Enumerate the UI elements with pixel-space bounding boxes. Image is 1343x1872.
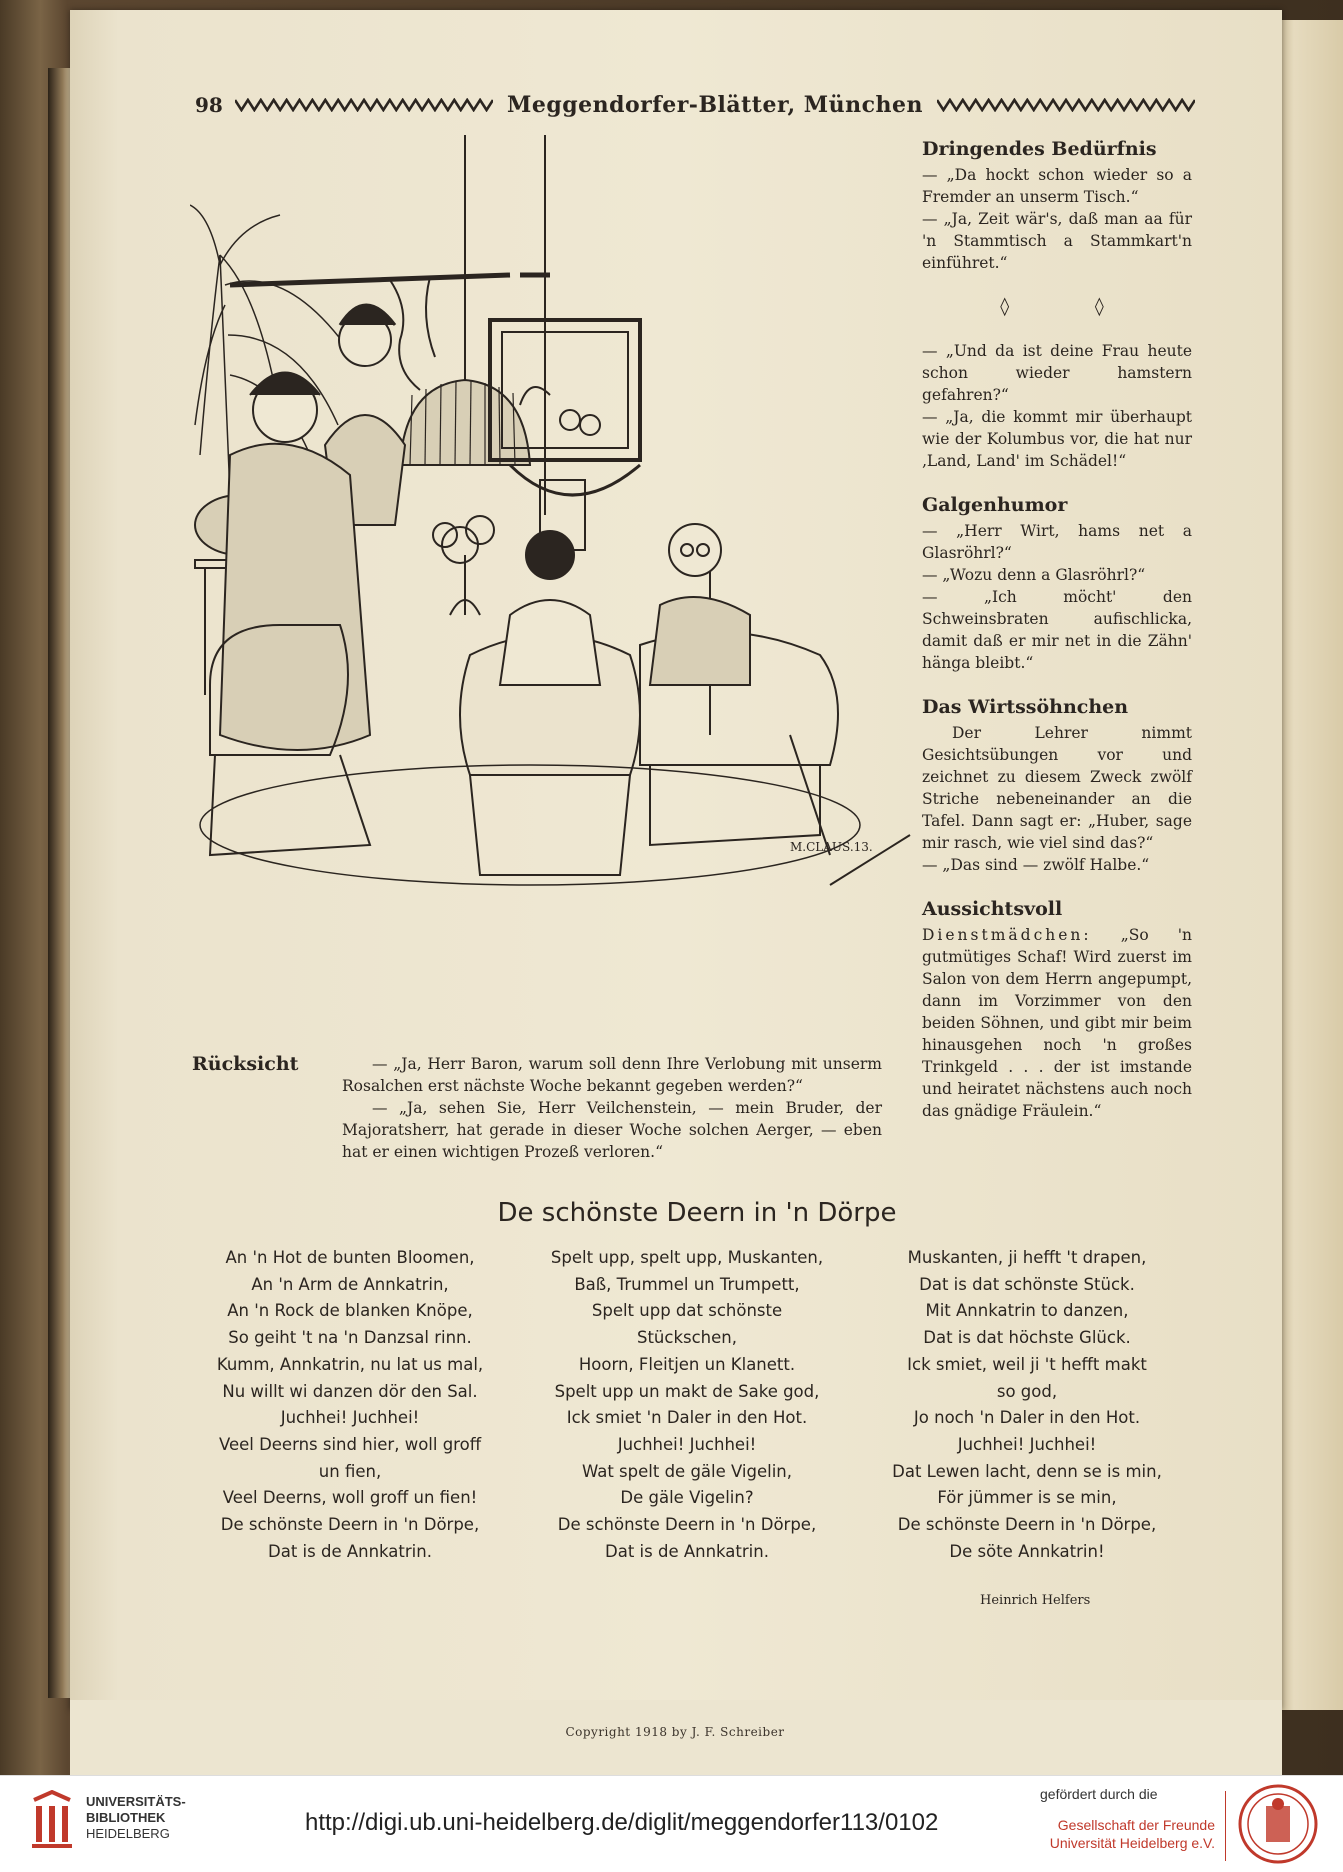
library-name-line: UNIVERSITÄTS- bbox=[86, 1794, 186, 1809]
zigzag-ornament-left bbox=[235, 98, 493, 112]
poem-line: Muskanten, ji hefft 't drapen, bbox=[907, 1248, 1147, 1267]
poem-line: un fien, bbox=[318, 1461, 382, 1481]
running-header bbox=[195, 90, 1195, 120]
joke-title: Dringendes Bedürfnis bbox=[922, 138, 1157, 160]
poem-line: An 'n Rock de blanken Knöpe, bbox=[227, 1301, 473, 1321]
poem-line: Nu willt wi danzen dör den Sal. bbox=[222, 1381, 478, 1401]
illustration-signature: M.CLAUS.13. bbox=[790, 840, 873, 854]
funded-by-label: gefördert durch die bbox=[1040, 1786, 1158, 1802]
library-name-line: BIBLIOTHEK bbox=[86, 1810, 166, 1825]
zigzag-ornament-right bbox=[937, 98, 1195, 112]
joke-aussichtsvoll bbox=[922, 898, 1192, 1122]
university-library-logo-icon bbox=[28, 1790, 76, 1850]
poem-line: Stückschen, bbox=[636, 1328, 737, 1348]
poem-line: Juchhei! Juchhei! bbox=[617, 1434, 757, 1454]
library-name bbox=[86, 1794, 186, 1842]
society-name bbox=[1040, 1816, 1215, 1852]
poem-line: Hoorn, Fleitjen un Klanett. bbox=[578, 1354, 796, 1374]
joke-frau bbox=[922, 340, 1192, 472]
poem-line: Juchhei! Juchhei! bbox=[957, 1434, 1097, 1454]
joke-line: — „Und da ist deine Frau heute schon wieder hamstern gefahren?“ bbox=[922, 342, 1192, 404]
poem-title: De schönste Deern in 'n Dörpe bbox=[497, 1198, 897, 1228]
joke-title: Aussichtsvoll bbox=[922, 898, 1063, 920]
poem-line: Kumm, Annkatrin, nu lat us mal, bbox=[216, 1354, 484, 1374]
joke-line: — „Da hockt schon wieder so a Fremder an unserm Tisch.“ bbox=[922, 166, 1192, 206]
permalink-url[interactable]: http://digi.ub.uni-heidelberg.de/diglit/meggendorfer113/0102 bbox=[305, 1809, 939, 1836]
joke-speaker: Dienstmädchen: bbox=[922, 926, 1092, 944]
poem-line: An 'n Arm de Annkatrin, bbox=[251, 1274, 449, 1294]
page-number: 98 bbox=[195, 93, 223, 117]
joke-text: „So 'n gutmütiges Schaf! Wird zuerst im Salon von dem Herrn angepumpt, dann im Vorzimmer von den beiden Söhnen, und gibt mir beim hinausgehen noch 'n großes Trinkgeld . . . der ist imstande und heiratet nächstens auch noch das gnädige Fräulein.“ bbox=[922, 926, 1192, 1120]
poem-line: Wat spelt de gäle Vigelin, bbox=[581, 1461, 793, 1481]
poem-line: Spelt upp, spelt upp, Muskanten, bbox=[550, 1248, 824, 1267]
joke-galgenhumor bbox=[922, 494, 1192, 674]
poem-line: Jo noch 'n Daler in den Hot. bbox=[913, 1408, 1141, 1428]
caption-title: Rücksicht bbox=[192, 1053, 299, 1075]
poem-author: Heinrich Helfers bbox=[980, 1593, 1091, 1608]
joke-line: — „Ich möcht' den Schweinsbraten aufischlicka, damit daß er mir net in die Zähn' hänga bleibt.“ bbox=[922, 588, 1192, 672]
poem-line: Veel Deerns sind hier, woll groff bbox=[218, 1434, 482, 1454]
book-spine bbox=[48, 68, 72, 1698]
digitization-footer bbox=[0, 1775, 1343, 1872]
footer-divider bbox=[1225, 1791, 1226, 1861]
joke-line: — „Wozu denn a Glasröhrl?“ bbox=[922, 566, 1146, 584]
poem-line: Ick smiet 'n Daler in den Hot. bbox=[566, 1408, 808, 1428]
joke-line: — „Herr Wirt, hams net a Glasröhrl?“ bbox=[922, 522, 1192, 562]
copyright-notice: Copyright 1918 by J. F. Schreiber bbox=[565, 1725, 785, 1739]
poem-line: Dat Lewen lacht, denn se is min, bbox=[892, 1461, 1162, 1481]
poem-stanza-3 bbox=[862, 1245, 1192, 1565]
poem-line: De schönste Deern in 'n Dörpe, bbox=[557, 1515, 817, 1535]
joke-line: — „Ja, Zeit wär's, daß man aa für 'n Stammtisch a Stammkart'n einführet.“ bbox=[922, 210, 1192, 272]
joke-title: Das Wirtssöhnchen bbox=[922, 696, 1129, 718]
joke-line: — „Das sind — zwölf Halbe.“ bbox=[922, 856, 1150, 874]
poem-line: So geiht 't na 'n Danzsal rinn. bbox=[228, 1328, 472, 1348]
joke-line bbox=[922, 924, 1192, 1122]
poem-line: Spelt upp un makt de Sake god, bbox=[554, 1381, 820, 1401]
university-seal-icon bbox=[1238, 1784, 1318, 1864]
poem-line: De söte Annkatrin! bbox=[949, 1541, 1105, 1561]
caption-body bbox=[342, 1053, 882, 1163]
poem-line: Dat is de Annkatrin. bbox=[605, 1541, 769, 1561]
joke-line: — „Ja, die kommt mir überhaupt wie der Kolumbus vor, die hat nur ‚Land, Land' im Schädel!“ bbox=[922, 408, 1192, 470]
jokes-column bbox=[922, 138, 1192, 1144]
poem-line: Dat is dat höchste Glück. bbox=[923, 1328, 1131, 1348]
caption-line: — „Ja, sehen Sie, Herr Veilchenstein, — mein Bruder, der Majoratsherr, hat gerade in dieser Woche solchen Aerger, — eben hat er einen wichtigen Prozeß verloren.“ bbox=[342, 1099, 882, 1161]
poem-line: Baß, Trummel un Trumpett, bbox=[574, 1274, 800, 1294]
poem-line: Veel Deerns, woll groff un fien! bbox=[222, 1488, 478, 1508]
society-name-line: Gesellschaft der Freunde bbox=[1057, 1817, 1215, 1833]
poem-line: De schönste Deern in 'n Dörpe, bbox=[897, 1515, 1157, 1535]
poem-line: De gäle Vigelin? bbox=[620, 1488, 754, 1508]
running-title: Meggendorfer-Blätter, München bbox=[507, 92, 923, 118]
poem-line: Spelt upp dat schönste bbox=[591, 1301, 783, 1321]
poem-stanza-1 bbox=[185, 1245, 515, 1565]
library-name-line: HEIDELBERG bbox=[86, 1826, 170, 1841]
caption-line: — „Ja, Herr Baron, warum soll denn Ihre Verlobung mit unserm Rosalchen erst nächste Woche bekannt gegeben werden?“ bbox=[342, 1055, 882, 1095]
poem-line: De schönste Deern in 'n Dörpe, bbox=[220, 1515, 480, 1535]
poem-line: För jümmer is se min, bbox=[937, 1488, 1117, 1508]
salon-illustration bbox=[190, 135, 915, 1035]
joke-title: Galgenhumor bbox=[922, 494, 1068, 516]
poem-line: Dat is de Annkatrin. bbox=[268, 1541, 432, 1561]
poem-stanza-2 bbox=[522, 1245, 852, 1565]
poem-line: Juchhei! Juchhei! bbox=[280, 1408, 420, 1428]
joke-wirtssoehnchen bbox=[922, 696, 1192, 876]
poem-line: An 'n Hot de bunten Bloomen, bbox=[225, 1248, 475, 1267]
poem-line: so god, bbox=[996, 1381, 1058, 1401]
society-name-line: Universität Heidelberg e.V. bbox=[1049, 1835, 1215, 1851]
poem-line: Mit Annkatrin to danzen, bbox=[925, 1301, 1129, 1321]
joke-line: Der Lehrer nimmt Gesichtsübungen vor und zeichnet zu diesem Zweck zwölf Striche nebeneinander an die Tafel. Dann sagt er: „Huber, sage mir rasch, wie viel sind das?“ bbox=[922, 724, 1192, 852]
joke-dringendes bbox=[922, 138, 1192, 274]
poem-line: Dat is dat schönste Stück. bbox=[919, 1274, 1135, 1294]
section-divider-ornament: ◊ ◊ bbox=[1000, 296, 1144, 317]
poem-line: Ick smiet, weil ji 't hefft makt bbox=[907, 1354, 1147, 1374]
